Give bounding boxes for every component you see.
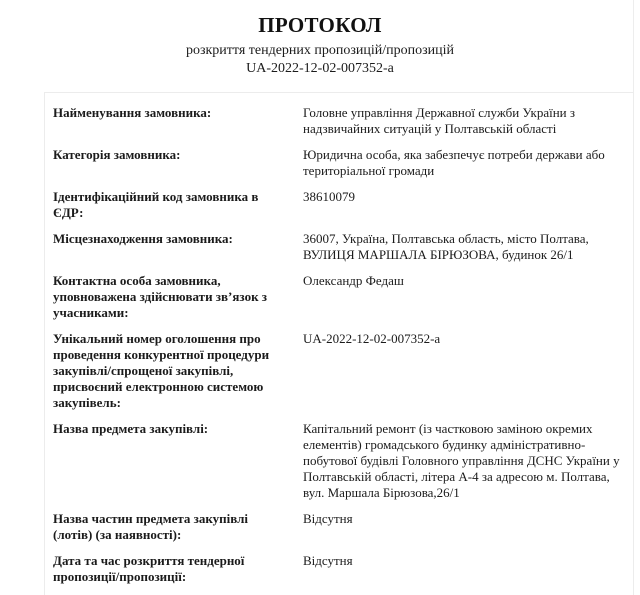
row-label: Назва предмета закупівлі: — [53, 421, 209, 436]
document-title: ПРОТОКОЛ — [258, 13, 382, 37]
row-value: Олександр Федаш — [303, 273, 404, 288]
table-row — [45, 231, 634, 273]
table-row — [45, 553, 634, 595]
row-value: 38610079 — [303, 189, 355, 204]
table-row — [45, 511, 634, 553]
table-row — [45, 273, 634, 331]
row-label: Місцезнаходження замовника: — [53, 231, 233, 246]
document-subtitle: розкриття тендерних пропозицій/пропозицій — [185, 43, 455, 58]
table-row — [45, 331, 634, 421]
row-value: Головне управління Державної служби України з надзвичайних ситуацій у Полтавській області — [303, 105, 576, 136]
row-label: Контактна особа замовника, уповноважена здійснювати зв’язок з учасниками: — [53, 273, 268, 320]
table-row — [45, 189, 634, 231]
row-label: Унікальний номер оголошення про проведення конкурентної процедури закупівлі/спрощеної закупівлі, присвоєний електронною системою закупівель: — [53, 331, 270, 410]
row-label: Найменування замовника: — [53, 105, 212, 120]
row-label: Категорія замовника: — [53, 147, 181, 162]
table-row — [45, 147, 634, 189]
row-value: Відсутня — [303, 553, 353, 568]
document-header — [0, 0, 640, 77]
table-row — [45, 93, 634, 148]
table-row — [45, 421, 634, 511]
row-value: Капітальний ремонт (із частковою заміною окремих елементів) громадського будинку адміністративно-побутової будівлі Головного управління ДСНС України у Полтавській області, літера А-4 за адресою м. Полтава, вул. Маршала Бірюзова,26/1 — [303, 421, 620, 500]
row-label: Назва частин предмета закупівлі (лотів) (за наявності): — [53, 511, 249, 542]
document-reference-number: UA-2022-12-02-007352-a — [246, 61, 394, 76]
row-value: Відсутня — [303, 511, 353, 526]
row-label: Дата та час розкриття тендерної пропозиції/пропозиції: — [53, 553, 245, 584]
row-label: Ідентифікаційний код замовника в ЄДР: — [53, 189, 259, 220]
row-value: Юридична особа, яка забезпечує потреби держави або територіальної громади — [303, 147, 605, 178]
row-value: 36007, Україна, Полтавська область, місто Полтава, ВУЛИЦЯ МАРШАЛА БІРЮЗОВА, будинок 26/1 — [303, 231, 589, 262]
row-value: UA-2022-12-02-007352-a — [303, 331, 441, 346]
tender-info-table — [44, 92, 634, 595]
